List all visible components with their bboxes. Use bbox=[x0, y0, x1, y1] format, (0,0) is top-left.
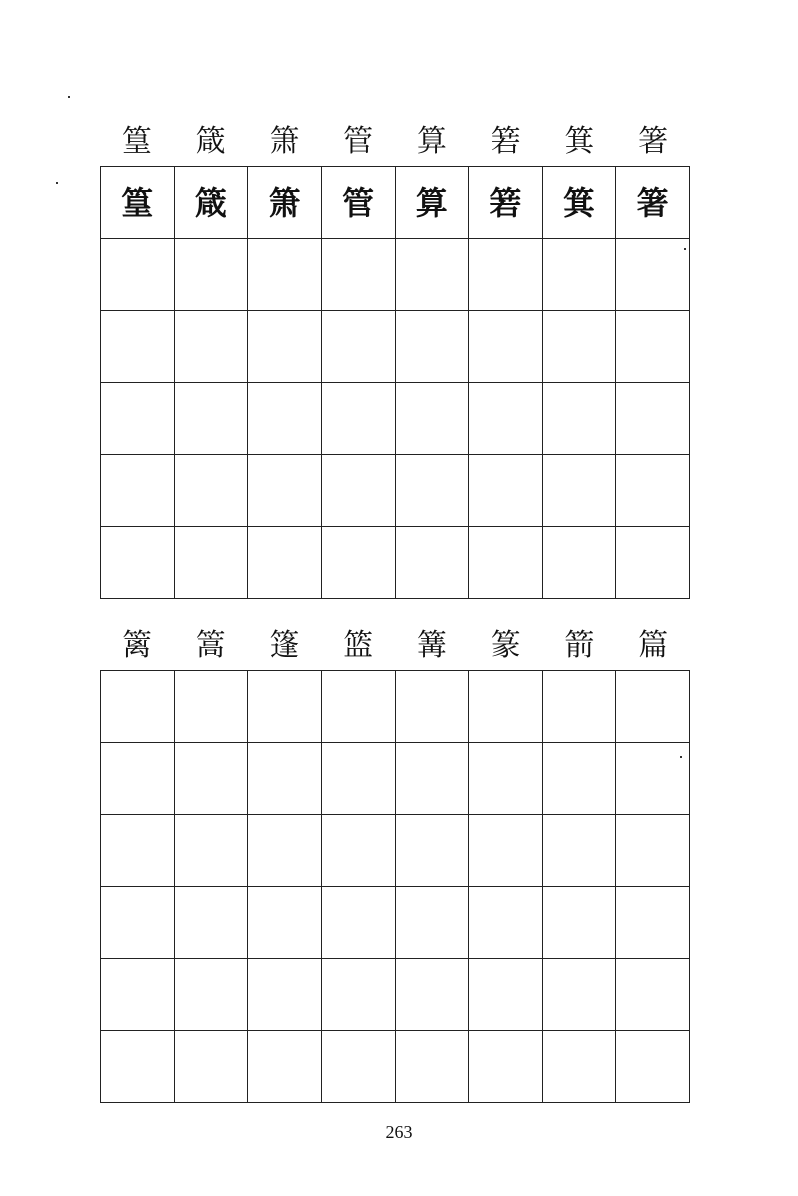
glyph-cell bbox=[395, 959, 469, 1031]
table-row bbox=[101, 239, 690, 311]
glyph-cell bbox=[321, 311, 395, 383]
header-char: 篮 bbox=[343, 628, 374, 663]
glyph-cell bbox=[321, 383, 395, 455]
glyph-cell bbox=[616, 1031, 690, 1103]
glyph-cell bbox=[542, 887, 616, 959]
header-char: 箴 bbox=[195, 124, 226, 159]
table-row bbox=[101, 527, 690, 599]
glyph-cell bbox=[174, 815, 248, 887]
character-section-1 bbox=[100, 118, 690, 599]
glyph-cell bbox=[248, 527, 322, 599]
scan-speck bbox=[68, 96, 70, 98]
glyph-cell bbox=[469, 815, 543, 887]
glyph: 箕 bbox=[563, 183, 596, 222]
glyph-cell bbox=[469, 167, 543, 239]
header-char: 箭 bbox=[564, 628, 595, 663]
glyph-cell bbox=[542, 1031, 616, 1103]
glyph-cell bbox=[174, 887, 248, 959]
header-char: 箬 bbox=[490, 124, 521, 159]
glyph: 篁 bbox=[121, 183, 154, 222]
glyph-cell bbox=[101, 959, 175, 1031]
glyph-table bbox=[100, 166, 690, 599]
glyph-cell bbox=[321, 1031, 395, 1103]
glyph-cell bbox=[395, 671, 469, 743]
glyph: 箸 bbox=[636, 183, 669, 222]
glyph-cell bbox=[101, 455, 175, 527]
header-char: 箸 bbox=[638, 124, 669, 159]
glyph-cell bbox=[616, 815, 690, 887]
glyph-cell bbox=[469, 455, 543, 527]
glyph-cell bbox=[469, 239, 543, 311]
glyph-cell bbox=[542, 383, 616, 455]
header-char: 篆 bbox=[490, 628, 521, 663]
glyph-cell bbox=[174, 959, 248, 1031]
glyph-cell bbox=[321, 167, 395, 239]
header-char: 箕 bbox=[564, 124, 595, 159]
glyph-cell bbox=[321, 239, 395, 311]
glyph-cell bbox=[101, 1031, 175, 1103]
table-row bbox=[101, 311, 690, 383]
glyph-cell bbox=[395, 311, 469, 383]
glyph-cell bbox=[101, 815, 175, 887]
glyph: 箬 bbox=[489, 183, 522, 222]
glyph-cell bbox=[248, 743, 322, 815]
glyph-cell bbox=[174, 167, 248, 239]
glyph-cell bbox=[542, 311, 616, 383]
glyph: 箫 bbox=[268, 183, 301, 222]
glyph-cell bbox=[542, 455, 616, 527]
glyph-cell bbox=[542, 959, 616, 1031]
glyph-cell bbox=[248, 959, 322, 1031]
glyph-cell bbox=[174, 1031, 248, 1103]
header-char: 篱 bbox=[121, 628, 152, 663]
header-char: 篇 bbox=[638, 628, 669, 663]
glyph-cell bbox=[395, 239, 469, 311]
glyph-cell bbox=[616, 959, 690, 1031]
character-section-2 bbox=[100, 622, 690, 1103]
glyph-cell bbox=[542, 239, 616, 311]
table-row bbox=[101, 455, 690, 527]
glyph-cell bbox=[469, 743, 543, 815]
glyph-cell bbox=[248, 239, 322, 311]
glyph-cell bbox=[101, 311, 175, 383]
header-char: 算 bbox=[416, 124, 447, 159]
glyph-cell bbox=[542, 527, 616, 599]
glyph-cell bbox=[469, 671, 543, 743]
table-row bbox=[101, 815, 690, 887]
table-row bbox=[101, 1031, 690, 1103]
glyph-cell bbox=[174, 383, 248, 455]
glyph-cell bbox=[395, 743, 469, 815]
glyph-cell bbox=[321, 671, 395, 743]
glyph-cell bbox=[101, 239, 175, 311]
glyph-cell bbox=[616, 167, 690, 239]
header-char: 篝 bbox=[416, 628, 447, 663]
glyph-cell bbox=[469, 887, 543, 959]
glyph-cell bbox=[101, 527, 175, 599]
glyph-cell bbox=[174, 455, 248, 527]
glyph-cell bbox=[248, 455, 322, 527]
glyph-cell bbox=[321, 743, 395, 815]
glyph-cell bbox=[101, 887, 175, 959]
glyph-cell bbox=[469, 1031, 543, 1103]
glyph-cell bbox=[248, 311, 322, 383]
glyph-cell bbox=[395, 383, 469, 455]
glyph-table bbox=[100, 670, 690, 1103]
glyph-cell bbox=[616, 527, 690, 599]
glyph: 箴 bbox=[194, 183, 227, 222]
glyph-cell bbox=[248, 815, 322, 887]
glyph-cell bbox=[616, 671, 690, 743]
glyph-cell bbox=[174, 743, 248, 815]
glyph-cell bbox=[321, 815, 395, 887]
glyph-cell bbox=[174, 239, 248, 311]
glyph-cell bbox=[395, 1031, 469, 1103]
glyph-cell bbox=[542, 743, 616, 815]
glyph-cell bbox=[395, 455, 469, 527]
scan-speck bbox=[56, 182, 58, 184]
glyph-cell bbox=[469, 383, 543, 455]
glyph-cell bbox=[616, 383, 690, 455]
header-row bbox=[100, 118, 690, 166]
table-row bbox=[101, 887, 690, 959]
table-row bbox=[101, 743, 690, 815]
glyph-cell bbox=[395, 815, 469, 887]
glyph-cell bbox=[469, 959, 543, 1031]
glyph-cell bbox=[321, 887, 395, 959]
header-row bbox=[100, 622, 690, 670]
table-row bbox=[101, 383, 690, 455]
glyph-cell bbox=[101, 383, 175, 455]
glyph-cell bbox=[542, 815, 616, 887]
glyph-cell bbox=[248, 671, 322, 743]
glyph: 算 bbox=[415, 183, 448, 222]
glyph-cell bbox=[174, 527, 248, 599]
glyph-cell bbox=[174, 671, 248, 743]
table-row bbox=[101, 959, 690, 1031]
glyph-cell bbox=[616, 455, 690, 527]
glyph-cell bbox=[469, 311, 543, 383]
glyph-cell bbox=[542, 167, 616, 239]
glyph-cell bbox=[321, 455, 395, 527]
glyph-cell bbox=[616, 311, 690, 383]
glyph-cell bbox=[616, 239, 690, 311]
glyph-cell bbox=[101, 743, 175, 815]
glyph-cell bbox=[395, 887, 469, 959]
header-char: 篷 bbox=[269, 628, 300, 663]
glyph-cell bbox=[616, 743, 690, 815]
glyph-cell bbox=[248, 383, 322, 455]
table-row bbox=[101, 167, 690, 239]
glyph-cell bbox=[469, 527, 543, 599]
glyph-cell bbox=[542, 671, 616, 743]
page-number: 263 bbox=[385, 1122, 413, 1142]
glyph-cell bbox=[174, 311, 248, 383]
header-char: 篁 bbox=[121, 124, 152, 159]
glyph-cell bbox=[248, 1031, 322, 1103]
glyph-cell bbox=[321, 527, 395, 599]
glyph-cell bbox=[101, 167, 175, 239]
glyph-cell bbox=[101, 671, 175, 743]
glyph-cell bbox=[248, 887, 322, 959]
header-char: 篙 bbox=[195, 628, 226, 663]
header-char: 管 bbox=[343, 124, 374, 159]
glyph-cell bbox=[321, 959, 395, 1031]
glyph-cell bbox=[395, 167, 469, 239]
glyph-cell bbox=[248, 167, 322, 239]
glyph-cell bbox=[395, 527, 469, 599]
glyph: 管 bbox=[342, 183, 375, 222]
header-char: 箫 bbox=[269, 124, 300, 159]
glyph-cell bbox=[616, 887, 690, 959]
table-row bbox=[101, 671, 690, 743]
